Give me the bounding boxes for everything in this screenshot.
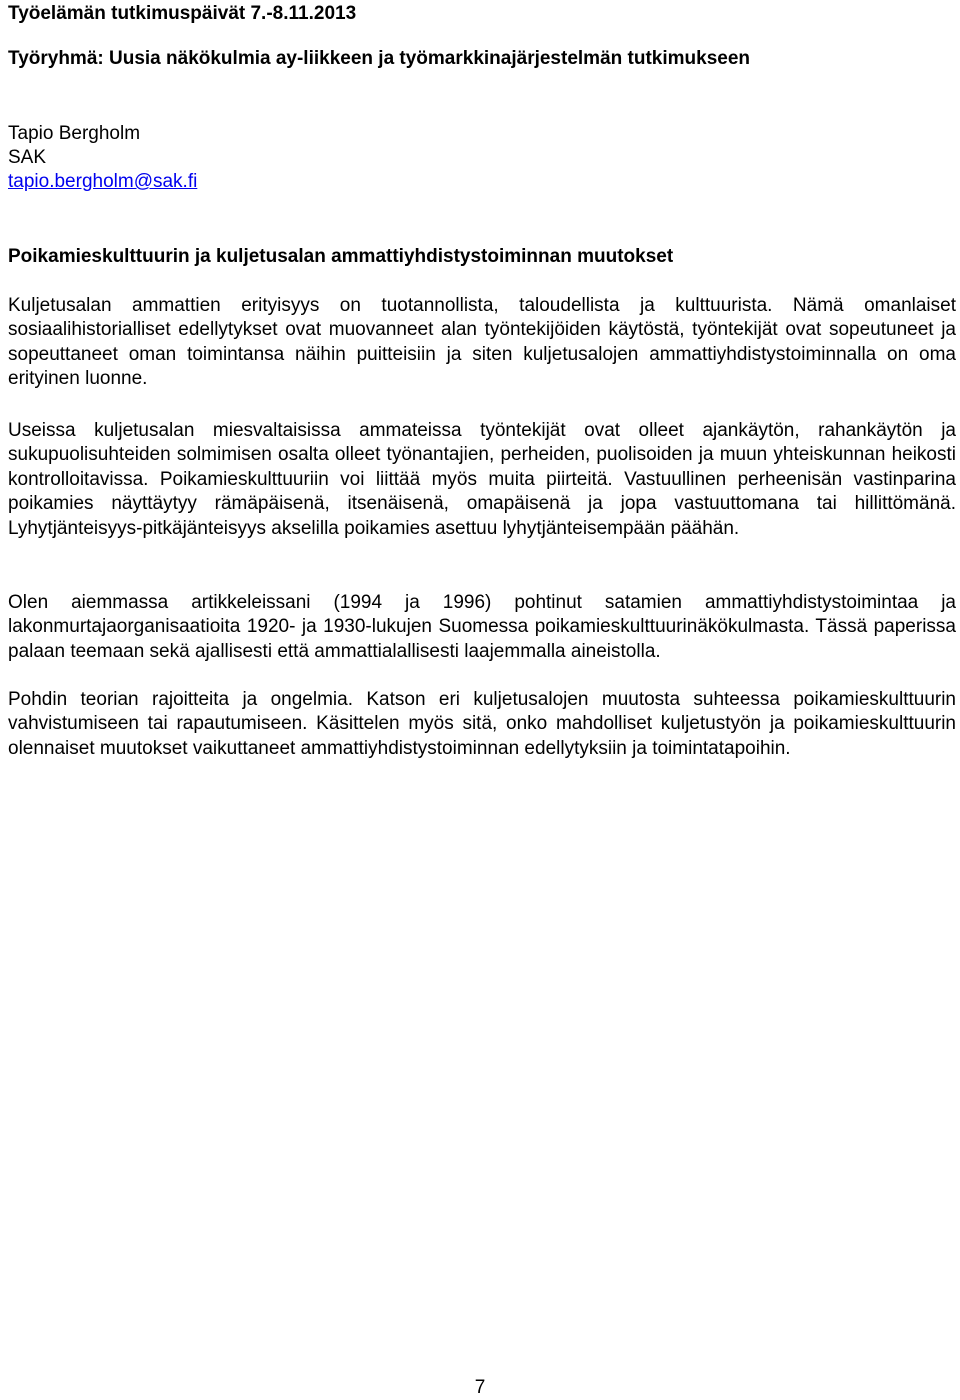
conference-title: Työelämän tutkimuspäivät 7.-8.11.2013 bbox=[8, 3, 357, 24]
page-number: 7 bbox=[474, 1377, 486, 1398]
author-name: Tapio Bergholm bbox=[8, 123, 141, 144]
paragraph-3: Olen aiemmassa artikkeleissani (1994 ja 1996) pohtinut satamien ammattiyhdistystoimintaa ja lakonmurtajaorganisaatioita 1920- ja 1930-lukujen Suomessa poikamieskulttuurinäkökulmasta. Tässä paperissa palaan teemaan sekä ajallisesti että ammattialallisesti laajemmalla aineistolla. bbox=[8, 592, 956, 662]
paragraph-4: Pohdin teorian rajoitteita ja ongelmia. Katson eri kuljetusalojen muutosta suhteessa poikamieskulttuurin vahvistumiseen tai rapautumiseen. Käsittelen myös sitä, onko mahdolliset kuljetustyön ja poikamieskulttuurin olennaiset muutokset vaikuttaneet ammattiyhdistystoiminnan edellytyksiin ja toimintatapoihin. bbox=[8, 689, 956, 759]
paper-title: Poikamieskulttuurin ja kuljetusalan ammattiyhdistystoiminnan muutokset bbox=[8, 246, 674, 267]
paragraph-1: Kuljetusalan ammattien erityisyys on tuotannollista, taloudellista ja kulttuurista. Nämä omanlaiset sosiaalihistorialliset edellytykset ovat muovanneet alan työntekijöiden käytöstä, työntekijät ovat sopeutuneet ja sopeuttaneet oman toimintansa näihin puitteisiin ja siten kuljetusalojen ammattiyhdistystoiminnalla on oma erityinen luonne. bbox=[8, 295, 956, 390]
workgroup-title: Työryhmä: Uusia näkökulmia ay-liikkeen ja työmarkkinajärjestelmän tutkimukseen bbox=[8, 48, 751, 69]
author-block bbox=[8, 122, 197, 194]
paragraph-2: Useissa kuljetusalan miesvaltaisissa ammateissa työntekijät ovat olleet ajankäytön, rahankäytön ja sukupuolisuhteiden solmimisen osalta olleet työnantajien, perheiden, puolisoiden ja muun yhteiskunnan heikosti kontrolloitavissa. Poikamieskulttuuriin voi liittää myös muita piirteitä. Vastuullinen perheenisän vastinparina poikamies näyttäytyy rämäpäisenä, itsenäisenä, omapäisenä ja jopa vastuuttomana tai hillittömänä. Lyhytjänteisyys-pitkäjänteisyys akselilla poikamies asettuu lyhytjänteisempään päähän. bbox=[8, 420, 956, 539]
author-organization: SAK bbox=[8, 147, 47, 168]
author-email-link[interactable]: tapio.bergholm@sak.fi bbox=[8, 171, 198, 192]
